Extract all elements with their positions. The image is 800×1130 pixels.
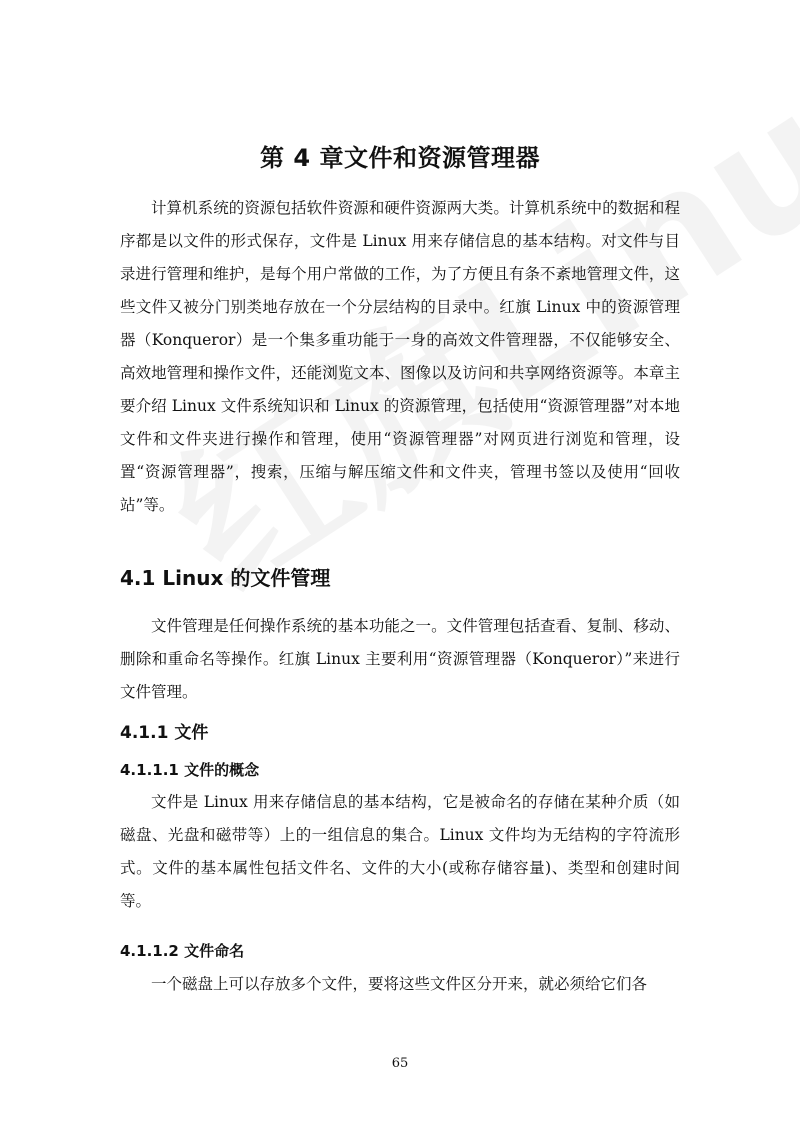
page-number: 65 [391,1056,409,1071]
section-heading-4-1-1: 4.1.1 文件 [120,723,209,743]
section-heading-4-1-1-2: 4.1.1.2 文件命名 [120,942,245,960]
section-4-1-1-2-paragraph: 一个磁盘上可以存放多个文件，要将这些文件区分开来，就必须给它们各 [151,975,648,993]
section-heading-4-1-1-1: 4.1.1.1 文件的概念 [120,761,260,779]
intro-paragraph: 计算机系统的资源包括软件资源和硬件资源两大类。计算机系统中的数据和程序都是以文件的形式保存，文件是 Linux 用来存储信息的基本结构。对文件与目录进行管理和维护，是每个用户常做的工作，为了方便且有条不紊地管理文件，这些文件又被分门别类地存放在一个分层结构的目录中。红旗 Linux 中的资源管理器（Konqueror）是一个集多重功能于一身的高效文件管理器，不仅能够安全、高效地管理和操作文件，还能浏览文本、图像以及访问和共享网络资源等。本章主要介绍 Linux 文件系统知识和 Linux 的资源管理，包括使用“资源管理器”对本地文件和文件夹进行操作和管理，使用“资源管理器”对网页进行浏览和管理，设置“资源管理器”，搜索，压缩与解压缩文件和文件夹，管理书签以及使用“回收站”等。 [120,199,680,514]
section-4-1-paragraph: 文件管理是任何操作系统的基本功能之一。文件管理包括查看、复制、移动、删除和重命名等操作。红旗 Linux 主要利用“资源管理器（Konqueror）”来进行文件管理。 [120,617,680,701]
chapter-title: 第 4 章文件和资源管理器 [260,144,540,172]
section-4-1-1-1-paragraph: 文件是 Linux 用来存储信息的基本结构，它是被命名的存储在某种介质（如磁盘、光盘和磁带等）上的一组信息的集合。Linux 文件均为无结构的字符流形式。文件的基本属性包括文件名、文件的大小(或称存储容量)、类型和创建时间等。 [120,793,680,910]
section-heading-4-1: 4.1 Linux 的文件管理 [120,566,331,590]
